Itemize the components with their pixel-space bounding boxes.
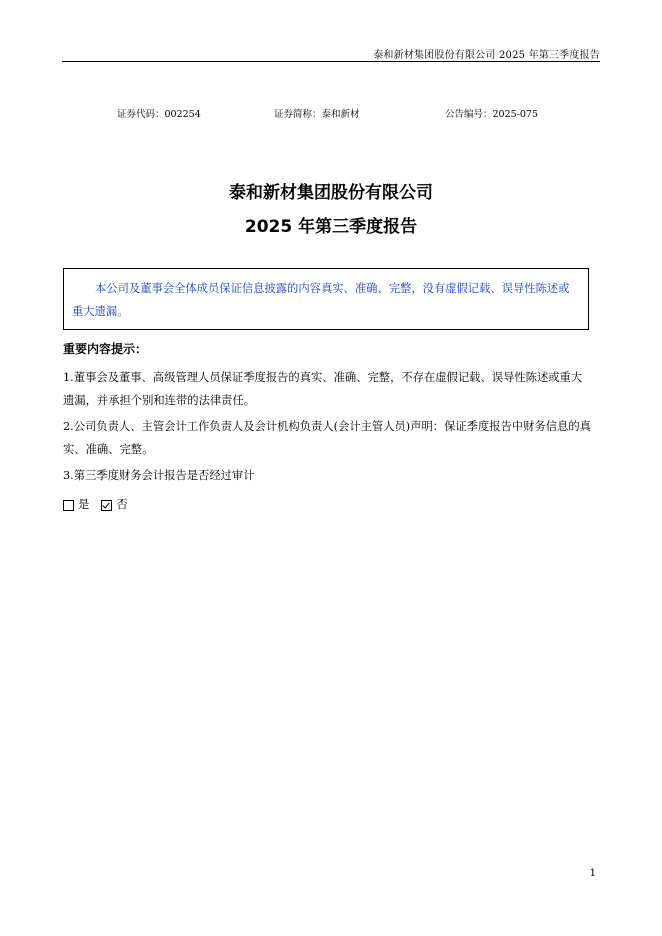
board-guarantee-notice [63, 268, 589, 330]
notice-text: 本公司及董事会全体成员保证信息披露的内容真实、准确、完整，没有虚假记载、误导性陈述或重大遗漏。 [72, 282, 570, 318]
checkbox-yes-icon[interactable] [63, 500, 74, 511]
important-item-2: 2.公司负责人、主管会计工作负责人及会计机构负责人(会计主管人员)声明：保证季度报告中财务信息的真实、准确、完整。 [63, 420, 591, 456]
important-item-3: 3.第三季度财务会计报告是否经过审计 [63, 469, 255, 482]
security-code: 证券代码：002254 [117, 109, 201, 120]
important-item-1: 1.董事会及董事、高级管理人员保证季度报告的真实、准确、完整，不存在虚假记载、误导性陈述或重大遗漏，并承担个别和连带的法律责任。 [63, 371, 583, 407]
important-notes-heading: 重要内容提示： [63, 342, 148, 356]
announcement-number: 公告编号：2025-075 [445, 109, 539, 120]
checkbox-no-checked-icon[interactable] [101, 500, 112, 511]
header-divider [62, 61, 600, 62]
company-title: 泰和新材集团股份有限公司 [229, 183, 433, 203]
report-title: 2025 年第三季度报告 [244, 217, 418, 237]
running-header: 泰和新材集团股份有限公司 2025 年第三季度报告 [373, 50, 600, 61]
audit-checkbox-row [63, 497, 128, 513]
security-short-name: 证券简称：泰和新材 [274, 109, 360, 120]
checkbox-yes-label: 是 [78, 498, 90, 511]
checkbox-no-label: 否 [116, 498, 128, 511]
page-number: 1 [589, 868, 596, 879]
